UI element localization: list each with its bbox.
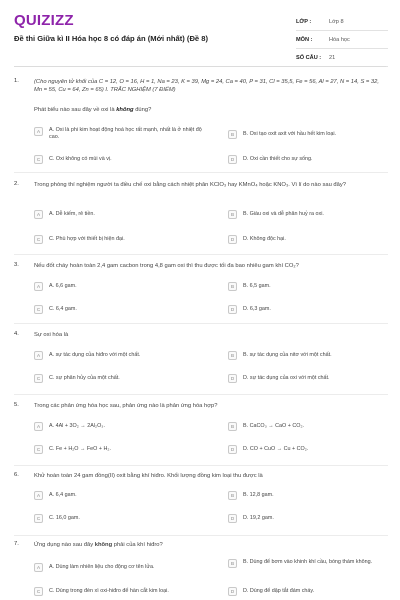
option-letter-box: B bbox=[228, 351, 237, 360]
option-letter-box: A bbox=[34, 282, 43, 291]
question-emphasis: không bbox=[94, 542, 113, 548]
option-c[interactable] bbox=[34, 442, 202, 457]
question-text: Trong phòng thí nghiệm người ta điều chế oxi bằng cách nhiệt phân KClO₃ hay KMnO₄ hoặc KNO₃. Vì lí do nào sau đây? bbox=[34, 182, 346, 188]
question-number: 5. bbox=[14, 402, 19, 408]
option-text: D. 19,2 gam. bbox=[243, 514, 274, 521]
option-d[interactable] bbox=[228, 152, 396, 167]
question-number: 3. bbox=[14, 262, 19, 268]
option-letter-box: D bbox=[228, 587, 237, 596]
meta-panel bbox=[296, 13, 388, 67]
option-letter-box: C bbox=[34, 445, 43, 454]
question-number: 2. bbox=[14, 181, 19, 187]
question-text bbox=[34, 541, 384, 549]
option-text: B. CaCO₃ → CaO + CO₂. bbox=[243, 422, 305, 429]
option-b[interactable] bbox=[228, 348, 396, 363]
option-letter-box: B bbox=[228, 422, 237, 431]
prompt-text: Phát biểu nào sau đây về oxi là bbox=[34, 107, 117, 113]
option-d[interactable] bbox=[228, 511, 396, 526]
option-a[interactable] bbox=[34, 207, 202, 222]
subject-value: Hóa học bbox=[329, 36, 350, 43]
option-letter-box: C bbox=[34, 305, 43, 314]
question-1 bbox=[14, 78, 388, 174]
option-letter-box: C bbox=[34, 587, 43, 596]
question-divider bbox=[14, 465, 388, 466]
question-7 bbox=[14, 541, 388, 600]
question-divider bbox=[14, 323, 388, 324]
question-number: 7. bbox=[14, 541, 19, 547]
option-letter-box: C bbox=[34, 514, 43, 523]
option-d[interactable] bbox=[228, 302, 396, 317]
option-c[interactable] bbox=[34, 152, 202, 167]
option-text: C. 6,4 gam. bbox=[49, 305, 77, 312]
question-number: 4. bbox=[14, 331, 19, 337]
question-divider bbox=[14, 254, 388, 255]
option-a[interactable] bbox=[34, 279, 202, 294]
option-text: D. Dùng để dập tắt đám cháy. bbox=[243, 587, 315, 594]
question-5 bbox=[14, 402, 388, 466]
option-letter-box: C bbox=[34, 374, 43, 383]
option-letter-box: A bbox=[34, 127, 43, 136]
question-number: 1. bbox=[14, 78, 19, 84]
meta-row-subject bbox=[296, 31, 388, 49]
option-letter-box: D bbox=[228, 235, 237, 244]
option-text: A. 4Al + 3O₂ → 2Al₂O₃. bbox=[49, 422, 105, 429]
option-text: A. 6,6 gam. bbox=[49, 282, 77, 289]
option-text: B. Oxi tạo oxit axit với hầu hết kim loại. bbox=[243, 130, 337, 137]
option-text: B. sự tác dụng của nitơ với một chất. bbox=[243, 351, 332, 358]
option-d[interactable] bbox=[228, 232, 396, 247]
question-divider bbox=[14, 535, 388, 536]
option-a[interactable] bbox=[34, 560, 202, 575]
option-letter-box: A bbox=[34, 351, 43, 360]
option-letter-box: D bbox=[228, 374, 237, 383]
option-b[interactable] bbox=[228, 207, 396, 222]
option-b[interactable] bbox=[228, 279, 396, 294]
option-letter-box: C bbox=[34, 155, 43, 164]
option-d[interactable] bbox=[228, 584, 396, 599]
subject-label: MÔN : bbox=[296, 36, 313, 43]
question-prompt bbox=[34, 107, 151, 113]
question-6 bbox=[14, 472, 388, 536]
option-text: C. Phù hợp với thiết bị hiện đại. bbox=[49, 235, 125, 242]
option-a[interactable] bbox=[34, 488, 202, 503]
option-letter-box: B bbox=[228, 491, 237, 500]
option-c[interactable] bbox=[34, 511, 202, 526]
option-b[interactable] bbox=[228, 557, 396, 579]
question-text: Trong các phản ứng hóa học sau, phản ứng nào là phản ứng hóa hợp? bbox=[34, 403, 218, 409]
question-count-value: 21 bbox=[329, 54, 336, 61]
option-letter-box: D bbox=[228, 445, 237, 454]
option-text: C. sự phân hủy của một chất. bbox=[49, 374, 120, 381]
option-letter-box: B bbox=[228, 210, 237, 219]
option-text: C. 16,0 gam. bbox=[49, 514, 80, 521]
option-letter-box: A bbox=[34, 210, 43, 219]
option-letter-box: A bbox=[34, 491, 43, 500]
option-text: A. Dùng làm nhiên liệu cho động cơ tên lửa. bbox=[49, 563, 155, 570]
question-text: Sự oxi hóa là bbox=[34, 332, 69, 338]
option-letter-box: D bbox=[228, 155, 237, 164]
option-d[interactable] bbox=[228, 442, 396, 457]
option-a[interactable] bbox=[34, 419, 202, 434]
option-text: C. Oxi không có mùi và vị. bbox=[49, 155, 112, 162]
option-c[interactable] bbox=[34, 584, 202, 599]
option-b[interactable] bbox=[228, 488, 396, 503]
class-value: Lớp 8 bbox=[329, 18, 344, 25]
meta-row-count bbox=[296, 49, 388, 67]
question-4 bbox=[14, 331, 388, 395]
quizizz-logo: QUIZIZZ bbox=[14, 12, 74, 29]
option-text: C. Dùng trong đèn xì oxi-hiđro để hàn cắt kim loại. bbox=[49, 587, 169, 594]
option-b[interactable] bbox=[228, 127, 396, 142]
option-letter-box: A bbox=[34, 422, 43, 431]
option-letter-box: B bbox=[228, 559, 237, 568]
option-a[interactable] bbox=[34, 348, 202, 363]
question-text: Khử hoàn toàn 24 gam đồng(II) oxit bằng khí hiđro. Khối lượng đồng kim loại thu được là bbox=[34, 473, 263, 479]
option-text: A. Oxi là phi kim hoạt động hoá học rất mạnh, nhất là ở nhiệt độ cao. bbox=[49, 127, 202, 141]
option-text: D. Oxi cần thiết cho sự sống. bbox=[243, 155, 313, 162]
option-letter-box: D bbox=[228, 305, 237, 314]
option-c[interactable] bbox=[34, 371, 202, 386]
question-text-end: phải của khí hiđro? bbox=[112, 542, 163, 548]
meta-row-class bbox=[296, 13, 388, 31]
option-letter-box: B bbox=[228, 282, 237, 291]
option-text: A. 6,4 gam. bbox=[49, 491, 77, 498]
prompt-emphasis: không bbox=[116, 107, 134, 113]
option-text: D. Không độc hại. bbox=[243, 235, 286, 242]
option-text: A. sự tác dụng của hiđro với một chất. bbox=[49, 351, 141, 358]
header-divider bbox=[14, 66, 386, 67]
option-text: A. Dễ kiếm, rẻ tiền. bbox=[49, 210, 95, 217]
option-d[interactable] bbox=[228, 371, 396, 386]
question-text-start: Ứng dụng nào sau đây bbox=[34, 542, 95, 548]
question-text: Nếu đốt cháy hoàn toàn 2,4 gam cacbon trong 4,8 gam oxi thì thu được tối đa bao nhiêu gam khí CO₂? bbox=[34, 263, 299, 269]
question-count-label: SỐ CÂU : bbox=[296, 54, 322, 61]
option-b[interactable] bbox=[228, 419, 396, 434]
option-c[interactable] bbox=[34, 232, 202, 247]
question-text: (Cho nguyên tử khối của C = 12, O = 16, H = 1, Na = 23, K = 39, Mg = 24, Ca = 40, P = 31, Cl = 35,5, Fe = 56, Al = 27, N = 14, S = 32, Mn = 55, Cu = 64, Zn = 65) I. TRẮC NGHIỆM (7 ĐIỂM) bbox=[34, 79, 379, 94]
option-text: B. 12,8 gam. bbox=[243, 491, 274, 498]
question-divider bbox=[14, 394, 388, 395]
option-letter-box: C bbox=[34, 235, 43, 244]
prompt-text-end: đúng? bbox=[133, 107, 152, 113]
option-c[interactable] bbox=[34, 302, 202, 317]
option-letter-box: B bbox=[228, 130, 237, 139]
option-a[interactable] bbox=[34, 125, 202, 147]
option-text: D. CO + CuO → Cu + CO₂. bbox=[243, 445, 309, 452]
option-letter-box: D bbox=[228, 514, 237, 523]
option-letter-box: A bbox=[34, 563, 43, 572]
document-title: Đề thi Giữa kì II Hóa học 8 có đáp án (Mới nhất) (Đề 8) bbox=[14, 34, 209, 43]
question-divider bbox=[14, 172, 388, 173]
question-3 bbox=[14, 262, 388, 324]
question-2 bbox=[14, 181, 388, 255]
option-text: B. Dùng để bơm vào khinh khí cầu, bóng thám không. bbox=[243, 559, 373, 565]
option-text: D. 6,3 gam. bbox=[243, 305, 271, 312]
option-text: B. 6,5 gam. bbox=[243, 282, 271, 289]
question-number: 6. bbox=[14, 472, 19, 478]
option-text: B. Giàu oxi và dễ phân huỷ ra oxi. bbox=[243, 210, 324, 217]
class-label: LỚP : bbox=[296, 18, 312, 25]
option-text: C. Fe + H₂O → FeO + H₂. bbox=[49, 445, 111, 452]
option-text: D. sự tác dụng của oxi với một chất. bbox=[243, 374, 330, 381]
